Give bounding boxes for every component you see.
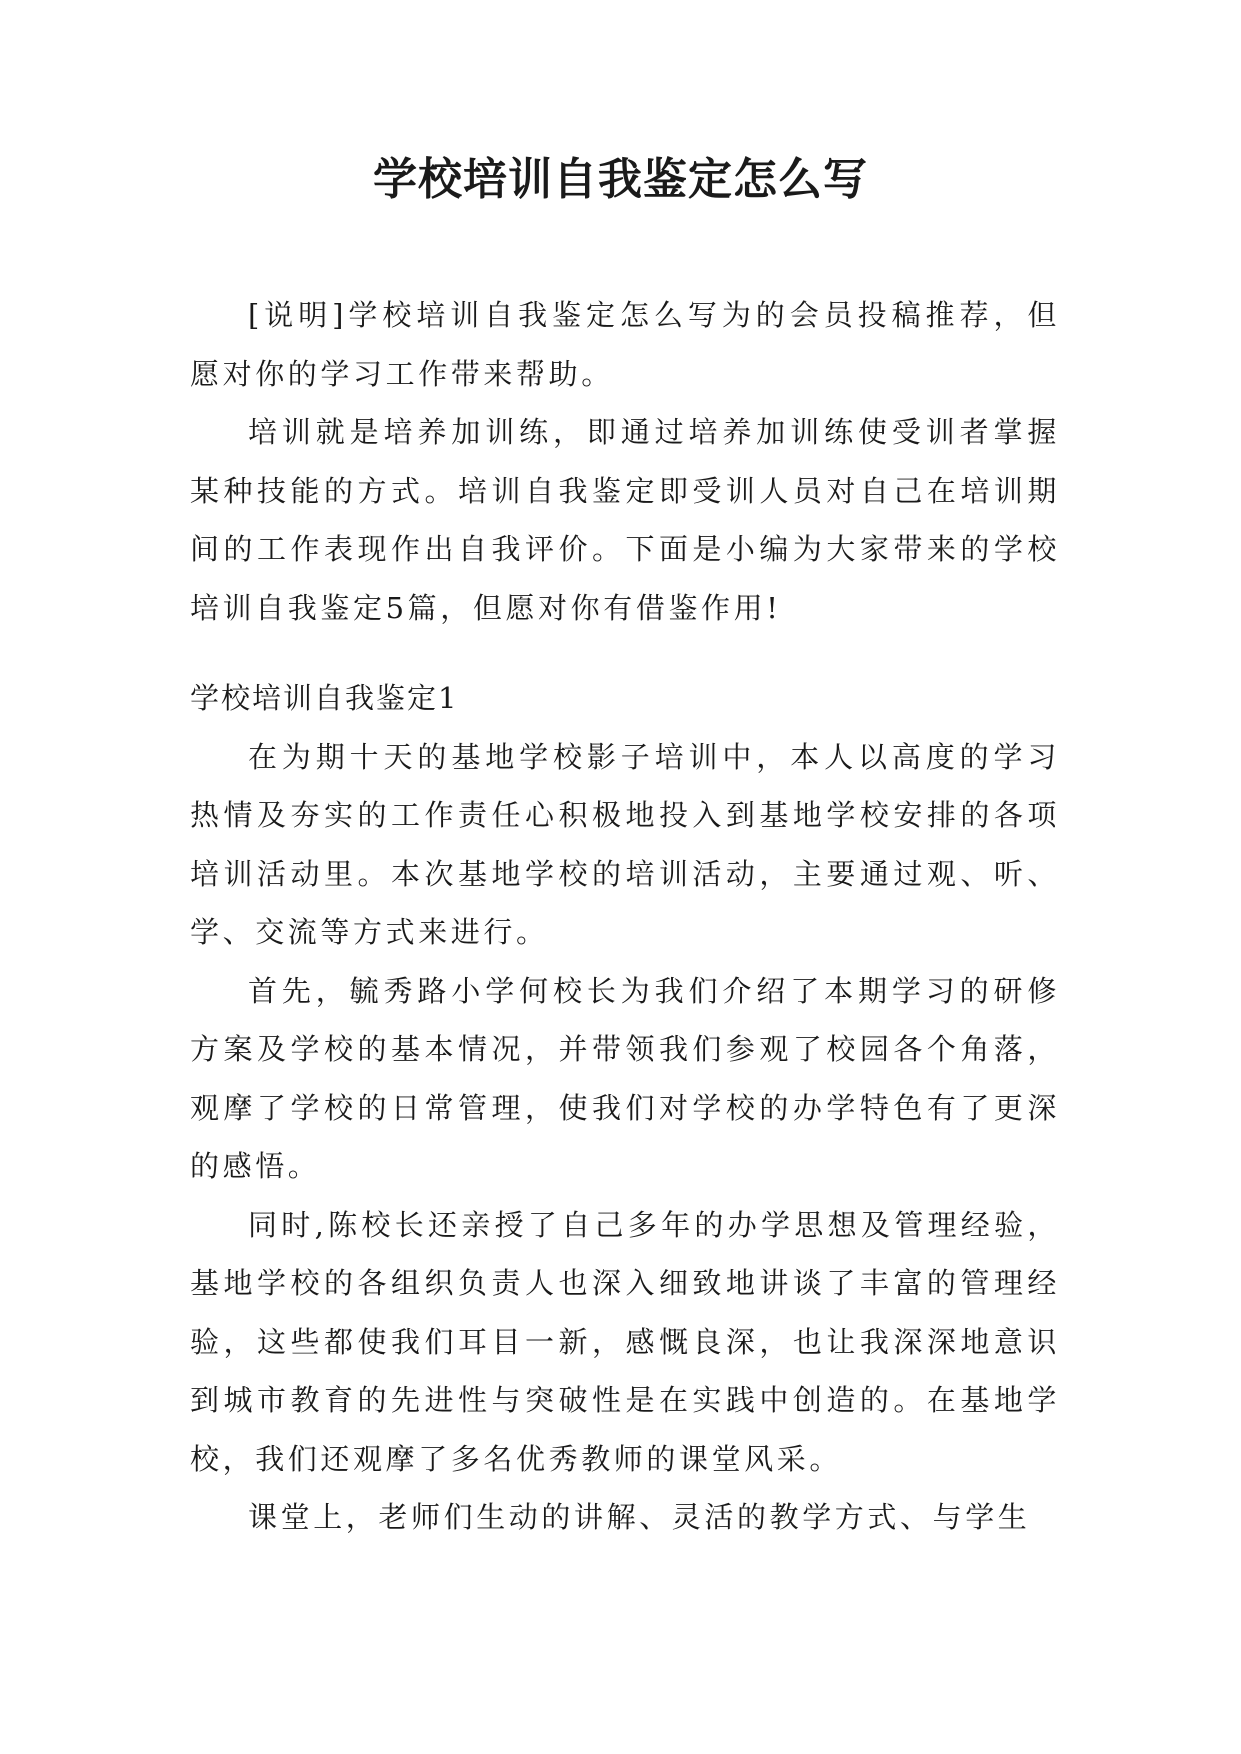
intro-paragraph: [说明]学校培训自我鉴定怎么写为的会员投稿推荐，但愿对你的学习工作带来帮助。 [190,298,1060,391]
section-paragraph: 首先，毓秀路小学何校长为我们介绍了本期学习的研修方案及学校的基本情况，并带领我们参观了校园各个角落，观摩了学校的日常管理，使我们对学校的办学特色有了更深的感悟。 [190,973,1060,1183]
section-paragraph: 课堂上，老师们生动的讲解、灵活的教学方式、与学生 [248,1500,1031,1534]
document-body [190,286,1060,1547]
section-heading: 学校培训自我鉴定1 [190,681,459,715]
section-paragraph: 同时,陈校长还亲授了自己多年的办学思想及管理经验，基地学校的各组织负责人也深入细致地讲谈了丰富的管理经验，这些都使我们耳目一新，感慨良深，也让我深深地意识到城市教育的先进性与突破性是在实践中创造的。在基地学校，我们还观摩了多名优秀教师的课堂风采。 [190,1207,1060,1476]
document-title: 学校培训自我鉴定怎么写 [373,154,868,205]
section-paragraph: 在为期十天的基地学校影子培训中，本人以高度的学习热情及夯实的工作责任心积极地投入到基地学校安排的各项培训活动里。本次基地学校的培训活动，主要通过观、听、学、交流等方式来进行。 [190,739,1060,949]
intro-paragraph: 培训就是培养加训练，即通过培养加训练使受训者掌握某种技能的方式。培训自我鉴定即受训人员对自己在培训期间的工作表现作出自我评价。下面是小编为大家带来的学校培训自我鉴定5篇，但愿对你有借鉴作用! [190,415,1060,625]
